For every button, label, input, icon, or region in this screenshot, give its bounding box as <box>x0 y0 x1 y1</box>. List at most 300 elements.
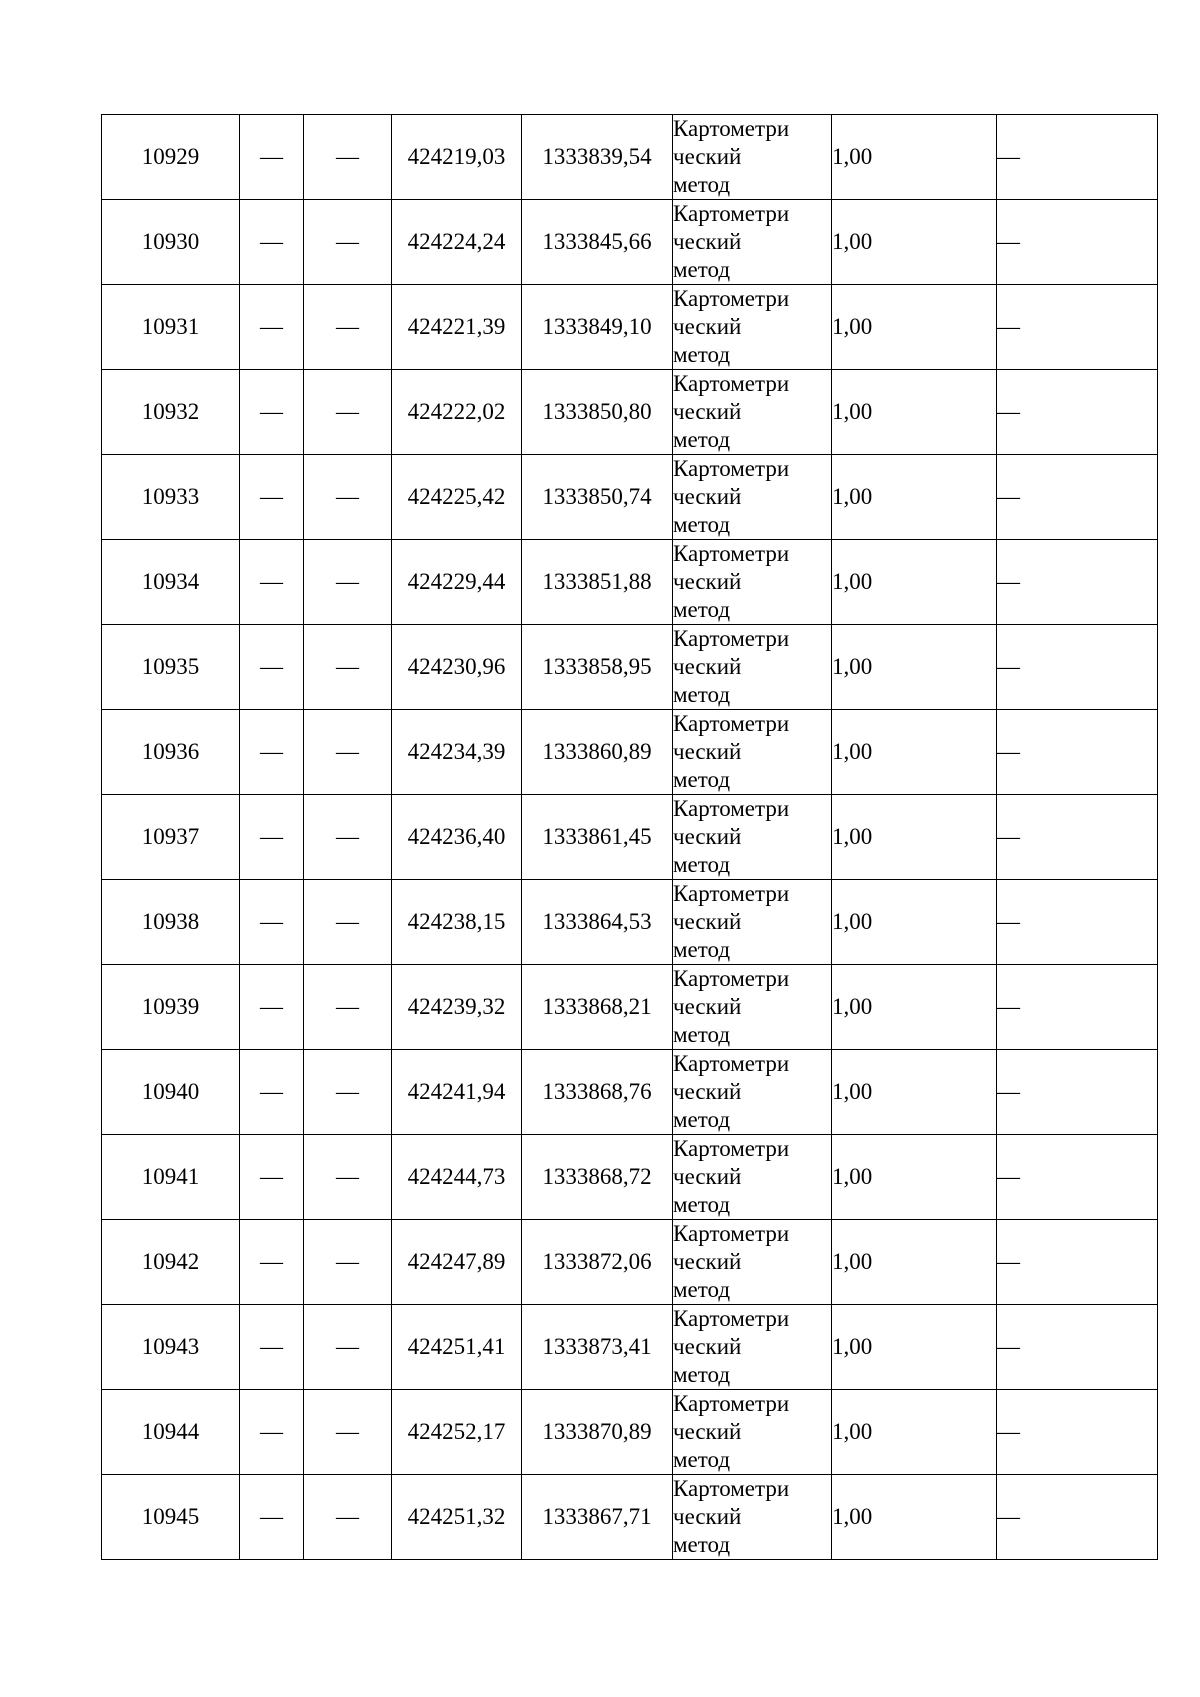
empty-value-text: — <box>336 1164 359 1189</box>
coordinates-table-body <box>102 115 1158 1560</box>
table-row <box>102 1305 1158 1390</box>
method-text-line: метод <box>673 767 731 792</box>
table-row <box>102 370 1158 455</box>
method-text-line: Картометри <box>673 116 790 141</box>
empty-value-cell <box>304 795 392 880</box>
accuracy-cell <box>832 965 997 1050</box>
empty-value-text: — <box>336 739 359 764</box>
empty-value-text: — <box>260 824 283 849</box>
y-coordinate-cell <box>522 200 673 285</box>
point-number-text: 10931 <box>141 314 200 339</box>
empty-value-cell <box>304 710 392 795</box>
method-text-line: ческий <box>673 1079 742 1104</box>
x-coordinate-text: 424247,89 <box>407 1249 506 1274</box>
empty-value-text: — <box>336 1334 359 1359</box>
description-text: — <box>997 569 1020 594</box>
method-text-line: Картометри <box>673 1476 790 1501</box>
empty-value-text: — <box>336 1419 359 1444</box>
method-text-line: Картометри <box>673 711 790 736</box>
description-cell <box>997 1050 1158 1135</box>
table-row <box>102 965 1158 1050</box>
x-coordinate-text: 424225,42 <box>407 484 506 509</box>
y-coordinate-text: 1333850,74 <box>542 484 652 509</box>
y-coordinate-text: 1333851,88 <box>542 569 652 594</box>
table-row <box>102 1050 1158 1135</box>
point-number-cell <box>102 1475 240 1560</box>
table-row <box>102 285 1158 370</box>
y-coordinate-text: 1333868,76 <box>542 1079 652 1104</box>
empty-value-cell <box>304 625 392 710</box>
empty-value-text: — <box>260 1164 283 1189</box>
accuracy-cell <box>832 1390 997 1475</box>
method-text-line: метод <box>673 1022 731 1047</box>
description-text: — <box>997 144 1020 169</box>
description-cell <box>997 1220 1158 1305</box>
point-number-cell <box>102 795 240 880</box>
empty-value-cell <box>304 880 392 965</box>
x-coordinate-cell <box>392 115 522 200</box>
empty-value-cell <box>240 200 304 285</box>
x-coordinate-cell <box>392 1305 522 1390</box>
accuracy-text: 1,00 <box>832 314 873 339</box>
empty-value-cell <box>240 115 304 200</box>
empty-value-text: — <box>336 1249 359 1274</box>
point-number-cell <box>102 455 240 540</box>
point-number-text: 10940 <box>141 1079 200 1104</box>
accuracy-text: 1,00 <box>832 739 873 764</box>
x-coordinate-text: 424224,24 <box>407 229 506 254</box>
empty-value-text: — <box>336 1079 359 1104</box>
description-cell <box>997 1390 1158 1475</box>
point-number-text: 10938 <box>141 909 200 934</box>
point-number-text: 10934 <box>141 569 200 594</box>
table-row <box>102 1475 1158 1560</box>
y-coordinate-cell <box>522 710 673 795</box>
y-coordinate-cell <box>522 1050 673 1135</box>
method-text-line: Картометри <box>673 796 790 821</box>
y-coordinate-text: 1333845,66 <box>542 229 652 254</box>
accuracy-cell <box>832 455 997 540</box>
empty-value-cell <box>304 540 392 625</box>
table-row <box>102 795 1158 880</box>
point-number-cell <box>102 625 240 710</box>
empty-value-text: — <box>260 1079 283 1104</box>
point-number-cell <box>102 965 240 1050</box>
x-coordinate-cell <box>392 1220 522 1305</box>
description-cell <box>997 455 1158 540</box>
method-text-line: метод <box>673 342 731 367</box>
table-row <box>102 200 1158 285</box>
method-cell <box>673 1135 832 1220</box>
x-coordinate-cell <box>392 1475 522 1560</box>
description-text: — <box>997 739 1020 764</box>
empty-value-text: — <box>336 909 359 934</box>
empty-value-text: — <box>260 484 283 509</box>
coordinates-table <box>101 114 1158 1560</box>
empty-value-cell <box>240 370 304 455</box>
y-coordinate-cell <box>522 880 673 965</box>
y-coordinate-text: 1333839,54 <box>542 144 652 169</box>
point-number-cell <box>102 285 240 370</box>
y-coordinate-text: 1333868,72 <box>542 1164 652 1189</box>
description-cell <box>997 370 1158 455</box>
empty-value-text: — <box>260 654 283 679</box>
empty-value-cell <box>304 455 392 540</box>
accuracy-cell <box>832 115 997 200</box>
empty-value-text: — <box>336 229 359 254</box>
method-text-line: ческий <box>673 1419 742 1444</box>
y-coordinate-text: 1333868,21 <box>542 994 652 1019</box>
y-coordinate-cell <box>522 1390 673 1475</box>
empty-value-cell <box>240 1305 304 1390</box>
method-cell <box>673 1390 832 1475</box>
x-coordinate-text: 424241,94 <box>407 1079 506 1104</box>
table-row <box>102 1220 1158 1305</box>
y-coordinate-cell <box>522 1135 673 1220</box>
method-cell <box>673 1475 832 1560</box>
description-cell <box>997 965 1158 1050</box>
method-text-line: метод <box>673 1362 731 1387</box>
method-text-line: ческий <box>673 484 742 509</box>
empty-value-text: — <box>260 994 283 1019</box>
x-coordinate-cell <box>392 285 522 370</box>
point-number-text: 10936 <box>141 739 200 764</box>
accuracy-cell <box>832 795 997 880</box>
empty-value-text: — <box>260 1504 283 1529</box>
method-text-line: метод <box>673 597 731 622</box>
description-cell <box>997 1475 1158 1560</box>
x-coordinate-cell <box>392 455 522 540</box>
method-text-line: метод <box>673 1192 731 1217</box>
accuracy-cell <box>832 1305 997 1390</box>
empty-value-cell <box>304 1050 392 1135</box>
method-text-line: метод <box>673 1532 731 1557</box>
method-text-line: Картометри <box>673 371 790 396</box>
method-cell <box>673 1050 832 1135</box>
x-coordinate-text: 424251,32 <box>407 1504 506 1529</box>
x-coordinate-text: 424222,02 <box>407 399 506 424</box>
accuracy-text: 1,00 <box>832 1249 873 1274</box>
method-text-line: Картометри <box>673 1136 790 1161</box>
method-text-line: ческий <box>673 654 742 679</box>
method-cell <box>673 625 832 710</box>
description-text: — <box>997 909 1020 934</box>
method-text-line: ческий <box>673 909 742 934</box>
method-cell <box>673 540 832 625</box>
empty-value-text: — <box>260 399 283 424</box>
method-text-line: ческий <box>673 1334 742 1359</box>
accuracy-cell <box>832 540 997 625</box>
point-number-cell <box>102 1390 240 1475</box>
accuracy-text: 1,00 <box>832 229 873 254</box>
y-coordinate-text: 1333867,71 <box>542 1504 652 1529</box>
accuracy-cell <box>832 1220 997 1305</box>
method-text-line: Картометри <box>673 456 790 481</box>
empty-value-cell <box>304 285 392 370</box>
method-text-line: метод <box>673 512 731 537</box>
method-text-line: метод <box>673 852 731 877</box>
point-number-cell <box>102 540 240 625</box>
description-text: — <box>997 1504 1020 1529</box>
accuracy-text: 1,00 <box>832 569 873 594</box>
x-coordinate-cell <box>392 710 522 795</box>
table-row <box>102 455 1158 540</box>
y-coordinate-cell <box>522 625 673 710</box>
description-text: — <box>997 994 1020 1019</box>
method-text-line: ческий <box>673 994 742 1019</box>
table-row <box>102 1135 1158 1220</box>
empty-value-text: — <box>260 739 283 764</box>
empty-value-cell <box>304 1390 392 1475</box>
method-cell <box>673 455 832 540</box>
method-text-line: Картометри <box>673 1391 790 1416</box>
method-cell <box>673 285 832 370</box>
y-coordinate-text: 1333850,80 <box>542 399 652 424</box>
method-text-line: Картометри <box>673 1051 790 1076</box>
method-text-line: ческий <box>673 1504 742 1529</box>
y-coordinate-cell <box>522 965 673 1050</box>
y-coordinate-text: 1333861,45 <box>542 824 652 849</box>
y-coordinate-cell <box>522 115 673 200</box>
point-number-cell <box>102 1305 240 1390</box>
point-number-text: 10933 <box>141 484 200 509</box>
y-coordinate-cell <box>522 1220 673 1305</box>
empty-value-cell <box>304 200 392 285</box>
description-cell <box>997 880 1158 965</box>
point-number-cell <box>102 1135 240 1220</box>
method-cell <box>673 200 832 285</box>
point-number-cell <box>102 880 240 965</box>
x-coordinate-cell <box>392 200 522 285</box>
method-text-line: Картометри <box>673 626 790 651</box>
empty-value-cell <box>304 370 392 455</box>
method-text-line: Картометри <box>673 1221 790 1246</box>
y-coordinate-cell <box>522 370 673 455</box>
y-coordinate-text: 1333873,41 <box>542 1334 652 1359</box>
description-text: — <box>997 1334 1020 1359</box>
method-text-line: метод <box>673 172 731 197</box>
empty-value-cell <box>240 1135 304 1220</box>
x-coordinate-cell <box>392 625 522 710</box>
point-number-text: 10935 <box>141 654 200 679</box>
description-cell <box>997 625 1158 710</box>
method-cell <box>673 115 832 200</box>
x-coordinate-text: 424239,32 <box>407 994 506 1019</box>
point-number-text: 10943 <box>141 1334 200 1359</box>
description-text: — <box>997 229 1020 254</box>
method-text-line: Картометри <box>673 201 790 226</box>
x-coordinate-cell <box>392 1050 522 1135</box>
method-text-line: ческий <box>673 144 742 169</box>
description-cell <box>997 540 1158 625</box>
description-cell <box>997 115 1158 200</box>
empty-value-cell <box>240 455 304 540</box>
x-coordinate-text: 424244,73 <box>407 1164 506 1189</box>
point-number-text: 10937 <box>141 824 200 849</box>
empty-value-text: — <box>260 1334 283 1359</box>
description-cell <box>997 1305 1158 1390</box>
empty-value-cell <box>240 625 304 710</box>
point-number-cell <box>102 710 240 795</box>
description-text: — <box>997 399 1020 424</box>
empty-value-cell <box>240 965 304 1050</box>
method-text-line: Картометри <box>673 286 790 311</box>
accuracy-text: 1,00 <box>832 654 873 679</box>
x-coordinate-text: 424252,17 <box>407 1419 506 1444</box>
accuracy-cell <box>832 1135 997 1220</box>
empty-value-text: — <box>336 569 359 594</box>
method-cell <box>673 1305 832 1390</box>
table-row <box>102 115 1158 200</box>
method-text-line: метод <box>673 937 731 962</box>
method-cell <box>673 370 832 455</box>
description-cell <box>997 285 1158 370</box>
x-coordinate-cell <box>392 540 522 625</box>
point-number-text: 10929 <box>141 144 200 169</box>
y-coordinate-text: 1333864,53 <box>542 909 652 934</box>
table-row <box>102 540 1158 625</box>
y-coordinate-cell <box>522 795 673 880</box>
x-coordinate-cell <box>392 965 522 1050</box>
accuracy-text: 1,00 <box>832 994 873 1019</box>
description-cell <box>997 710 1158 795</box>
empty-value-text: — <box>260 144 283 169</box>
y-coordinate-cell <box>522 1475 673 1560</box>
x-coordinate-text: 424221,39 <box>407 314 506 339</box>
accuracy-text: 1,00 <box>832 484 873 509</box>
method-text-line: ческий <box>673 1249 742 1274</box>
method-text-line: метод <box>673 427 731 452</box>
method-text-line: Картометри <box>673 541 790 566</box>
accuracy-cell <box>832 625 997 710</box>
y-coordinate-text: 1333849,10 <box>542 314 652 339</box>
accuracy-text: 1,00 <box>832 1334 873 1359</box>
x-coordinate-text: 424251,41 <box>407 1334 506 1359</box>
point-number-text: 10944 <box>141 1419 200 1444</box>
accuracy-cell <box>832 880 997 965</box>
method-text-line: метод <box>673 1447 731 1472</box>
x-coordinate-text: 424219,03 <box>407 144 506 169</box>
x-coordinate-cell <box>392 1390 522 1475</box>
empty-value-cell <box>304 1305 392 1390</box>
empty-value-cell <box>304 1135 392 1220</box>
empty-value-cell <box>304 1475 392 1560</box>
empty-value-text: — <box>260 569 283 594</box>
description-text: — <box>997 1419 1020 1444</box>
empty-value-text: — <box>336 824 359 849</box>
method-text-line: ческий <box>673 314 742 339</box>
empty-value-text: — <box>260 229 283 254</box>
accuracy-text: 1,00 <box>832 399 873 424</box>
empty-value-text: — <box>336 144 359 169</box>
description-text: — <box>997 1249 1020 1274</box>
point-number-cell <box>102 370 240 455</box>
point-number-cell <box>102 1220 240 1305</box>
y-coordinate-cell <box>522 540 673 625</box>
x-coordinate-text: 424236,40 <box>407 824 506 849</box>
method-cell <box>673 965 832 1050</box>
y-coordinate-text: 1333872,06 <box>542 1249 652 1274</box>
accuracy-cell <box>832 1475 997 1560</box>
accuracy-text: 1,00 <box>832 144 873 169</box>
method-text-line: метод <box>673 682 731 707</box>
x-coordinate-cell <box>392 370 522 455</box>
method-text-line: ческий <box>673 229 742 254</box>
accuracy-cell <box>832 710 997 795</box>
empty-value-text: — <box>336 484 359 509</box>
point-number-text: 10930 <box>141 229 200 254</box>
empty-value-cell <box>240 795 304 880</box>
point-number-cell <box>102 115 240 200</box>
empty-value-text: — <box>336 1504 359 1529</box>
accuracy-text: 1,00 <box>832 909 873 934</box>
x-coordinate-cell <box>392 1135 522 1220</box>
description-text: — <box>997 654 1020 679</box>
description-text: — <box>997 824 1020 849</box>
accuracy-text: 1,00 <box>832 1164 873 1189</box>
description-text: — <box>997 484 1020 509</box>
x-coordinate-text: 424238,15 <box>407 909 506 934</box>
empty-value-text: — <box>260 909 283 934</box>
method-text-line: Картометри <box>673 966 790 991</box>
accuracy-cell <box>832 370 997 455</box>
point-number-text: 10942 <box>141 1249 200 1274</box>
point-number-cell <box>102 1050 240 1135</box>
x-coordinate-cell <box>392 880 522 965</box>
empty-value-cell <box>304 115 392 200</box>
y-coordinate-cell <box>522 455 673 540</box>
x-coordinate-cell <box>392 795 522 880</box>
method-text-line: Картометри <box>673 1306 790 1331</box>
empty-value-text: — <box>336 399 359 424</box>
method-text-line: Картометри <box>673 881 790 906</box>
accuracy-text: 1,00 <box>832 1419 873 1444</box>
point-number-cell <box>102 200 240 285</box>
empty-value-text: — <box>336 654 359 679</box>
accuracy-cell <box>832 1050 997 1135</box>
y-coordinate-text: 1333858,95 <box>542 654 652 679</box>
description-cell <box>997 1135 1158 1220</box>
empty-value-cell <box>240 1390 304 1475</box>
x-coordinate-text: 424230,96 <box>407 654 506 679</box>
empty-value-cell <box>240 540 304 625</box>
y-coordinate-text: 1333860,89 <box>542 739 652 764</box>
empty-value-cell <box>304 965 392 1050</box>
point-number-text: 10945 <box>141 1504 200 1529</box>
method-cell <box>673 880 832 965</box>
point-number-text: 10941 <box>141 1164 200 1189</box>
method-text-line: метод <box>673 257 731 282</box>
table-row <box>102 625 1158 710</box>
table-row <box>102 1390 1158 1475</box>
description-cell <box>997 200 1158 285</box>
y-coordinate-text: 1333870,89 <box>542 1419 652 1444</box>
accuracy-cell <box>832 285 997 370</box>
empty-value-text: — <box>260 1419 283 1444</box>
description-text: — <box>997 1164 1020 1189</box>
empty-value-cell <box>240 1050 304 1135</box>
description-text: — <box>997 1079 1020 1104</box>
method-text-line: ческий <box>673 739 742 764</box>
y-coordinate-cell <box>522 285 673 370</box>
empty-value-cell <box>240 1220 304 1305</box>
accuracy-text: 1,00 <box>832 824 873 849</box>
empty-value-cell <box>240 1475 304 1560</box>
point-number-text: 10939 <box>141 994 200 1019</box>
empty-value-cell <box>304 1220 392 1305</box>
x-coordinate-text: 424234,39 <box>407 739 506 764</box>
empty-value-text: — <box>336 314 359 339</box>
